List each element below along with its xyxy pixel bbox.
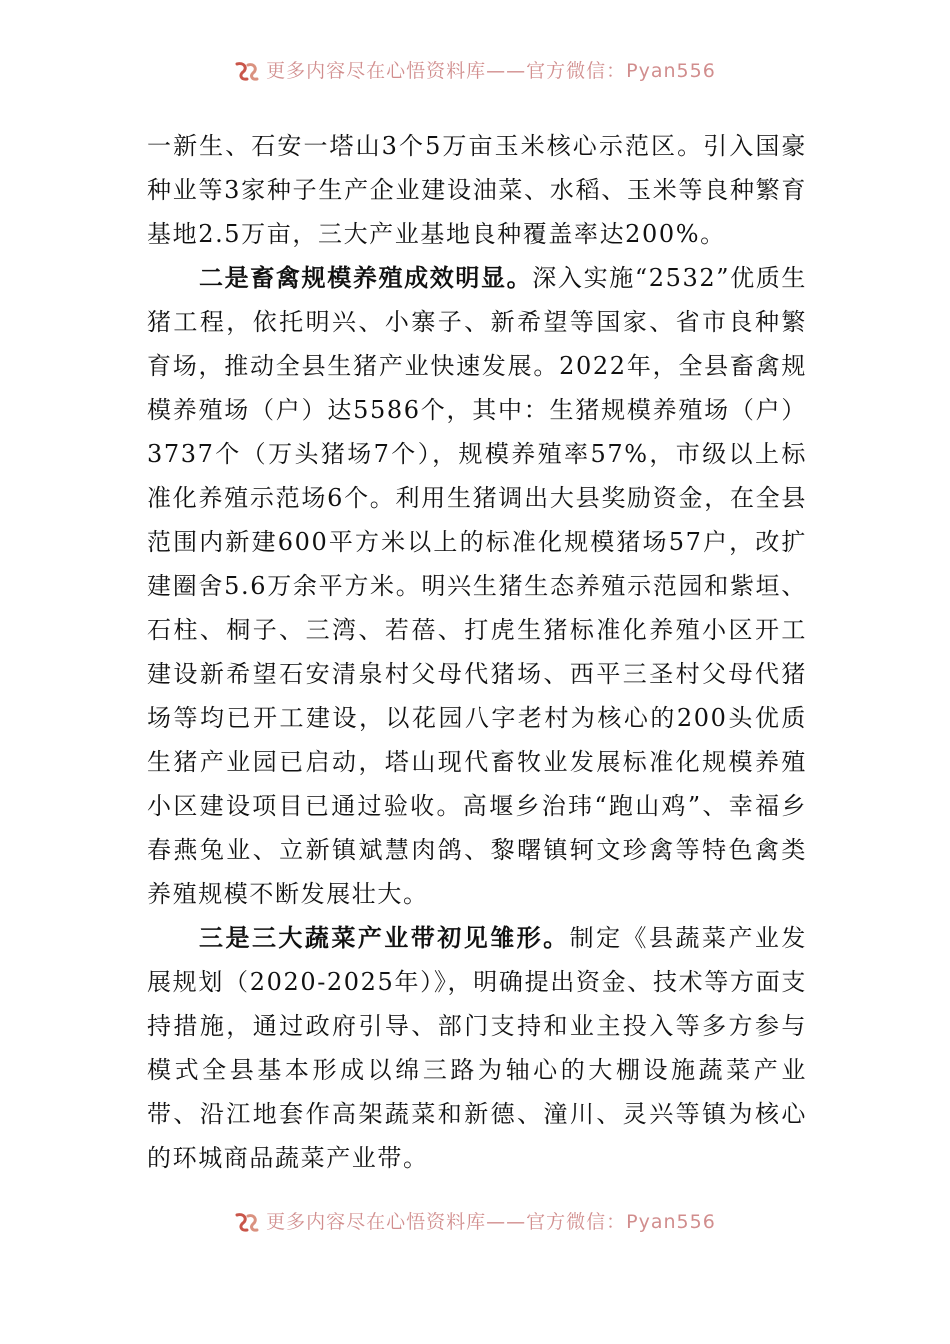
paragraph-text: 制定《县蔬菜产业发展规划（2020-2025年）》，明确提出资金、技术等方面支持措施，通过政府引导、部门支持和业主投入等多方参与模式全县基本形成以绵三路为轴心的大棚设施蔬菜产业带、沿江地套作高架蔬菜和新德、潼川、灵兴等镇为核心的环城商品蔬菜产业带。 (147, 924, 807, 1172)
paragraph-vegetable (147, 916, 807, 1180)
paragraph-lead: 三是三大蔬菜产业带初见雏形。 (199, 923, 570, 952)
paragraph-text: 深入实施“2532”优质生猪工程，依托明兴、小寨子、新希望等国家、省市良种繁育场，推动全县生猪产业快速发展。2022年，全县畜禽规模养殖场（户）达5586个，其中：生猪规模养殖场（户）3737个（万头猪场7个），规模养殖率57%，市级以上标准化养殖示范场6个。利用生猪调出大县奖励资金，在全县范围内新建600平方米以上的标准化规模猪场57户，改扩建圈舍5.6万余平方米。明兴生猪生态养殖示范园和紫垣、石柱、桐子、三湾、若蓓、打虎生猪标准化养殖小区开工建设新希望石安清泉村父母代猪场、西平三圣村父母代猪场等均已开工建设，以花园八字老村为核心的200头优质生猪产业园已启动，塔山现代畜牧业发展标准化规模养殖小区建设项目已通过验收。高堰乡治玮“跑山鸡”、幸福乡春燕兔业、立新镇斌慧肉鸽、黎曙镇轲文珍禽等特色禽类养殖规模不断发展壮大。 (147, 264, 807, 908)
watermark-brand (234, 56, 716, 86)
paragraph-lead: 二是畜禽规模养殖成效明显。 (199, 263, 533, 292)
document-body (147, 124, 807, 1180)
paragraph-text: 一新生、石安一塔山3个5万亩玉米核心示范区。引入国豪种业等3家种子生产企业建设油菜、水稻、玉米等良种繁育基地2.5万亩，三大产业基地良种覆盖率达200%。 (147, 132, 807, 248)
brand-logo-icon (234, 60, 260, 82)
header-watermark-text: 更多内容尽在心悟资料库——官方微信：Pyan556 (266, 60, 716, 82)
brand-logo-icon (234, 1211, 260, 1233)
paragraph-continued (147, 124, 807, 256)
footer-watermark-text: 更多内容尽在心悟资料库——官方微信：Pyan556 (266, 1211, 716, 1233)
page-header-watermark (0, 56, 950, 86)
page-footer-watermark (0, 1207, 950, 1237)
paragraph-livestock (147, 256, 807, 916)
watermark-brand (234, 1207, 716, 1237)
